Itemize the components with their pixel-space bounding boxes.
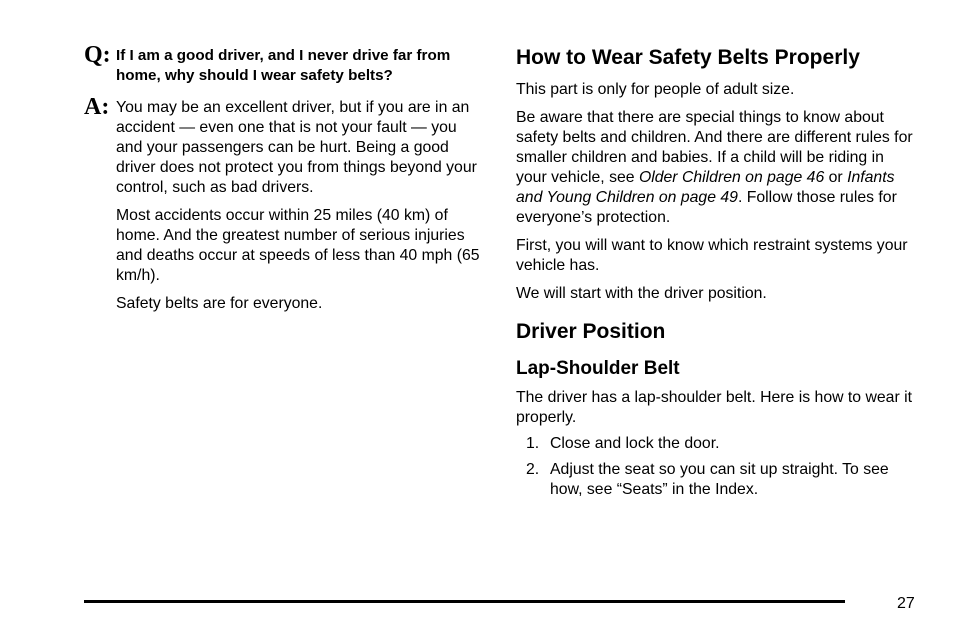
cross-reference-older-children: Older Children on page 46 (638, 169, 825, 186)
question-marker: Q: (84, 42, 111, 68)
step-text: Adjust the seat so you can sit up straight. To see how, see “Seats” in the Index. (550, 461, 889, 498)
step-text: Close and lock the door. (550, 435, 720, 452)
paragraph-driver-belt: The driver has a lap-shoulder belt. Here is how to wear it properly. (516, 389, 912, 426)
or-text: or (824, 169, 848, 186)
question-text: If I am a good driver, and I never drive far from home, why should I wear safety belts? (116, 47, 451, 84)
steps-list (516, 434, 916, 500)
paragraph-driver-start: We will start with the driver position. (516, 285, 767, 302)
protection-text: . Follow those rules for everyone’s protection. (516, 189, 897, 226)
right-column (516, 44, 916, 506)
page-number: 27 (897, 595, 915, 612)
paragraph-children-rules (516, 108, 916, 228)
list-item (516, 460, 916, 500)
answer-block (84, 94, 484, 198)
section-heading-driver-position: Driver Position (516, 320, 666, 343)
section-heading-wear-belts: How to Wear Safety Belts Properly (516, 46, 860, 69)
step-number: 2. (526, 461, 540, 478)
footer-rule (84, 600, 845, 603)
answer-paragraph-accidents: Most accidents occur within 25 miles (40 km) of home. And the greatest number of serious injuries and deaths occur at speeds of less than 40 mph (65 km/h). (116, 207, 480, 284)
list-item (516, 434, 916, 454)
subheading-lap-shoulder-belt: Lap-Shoulder Belt (516, 358, 680, 379)
answer-paragraph-everyone: Safety belts are for everyone. (116, 295, 323, 312)
step-number: 1. (526, 435, 540, 452)
answer-text: You may be an excellent driver, but if you are in an accident — even one that is not your fault — you and your passengers can be hurt. Being a good driver does not protect you from things beyond your control, such as bad drivers. (116, 99, 477, 196)
children-rules-text: Be aware that there are special things to know about safety belts and children. And there are different rules for smaller children and babies. If a child will be riding in your vehicle, see (516, 109, 913, 186)
paragraph-adult-size: This part is only for people of adult size. (516, 81, 795, 98)
left-column (84, 42, 484, 314)
question-block (84, 42, 484, 86)
answer-marker: A: (84, 94, 110, 120)
paragraph-restraint-systems: First, you will want to know which restraint systems your vehicle has. (516, 237, 908, 274)
cross-reference-infants: Infants and Young Children on page 49 (516, 169, 895, 206)
